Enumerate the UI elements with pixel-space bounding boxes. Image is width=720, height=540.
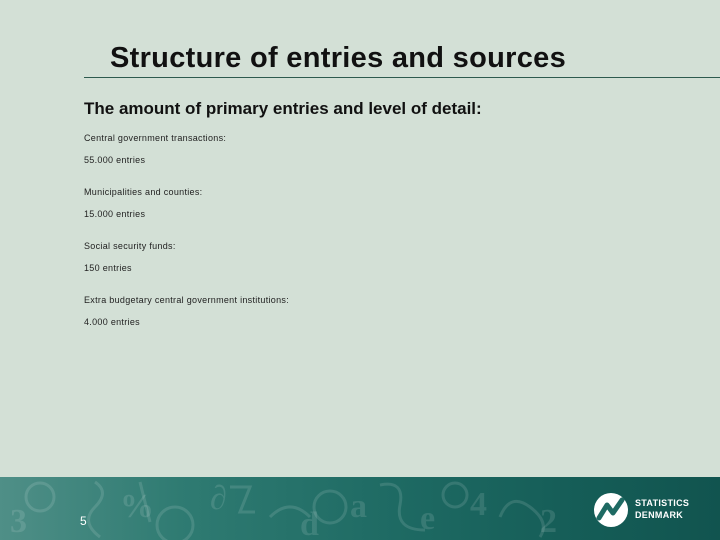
- entry-value: 150 entries: [84, 263, 132, 273]
- svg-text:d: d: [300, 506, 319, 540]
- entry-value: 55.000 entries: [84, 155, 146, 165]
- logo-text-line-1: STATISTICS: [635, 498, 690, 508]
- title-divider: [84, 77, 720, 78]
- list-item: [84, 185, 684, 239]
- svg-text:%: %: [120, 488, 154, 525]
- entry-value: 4.000 entries: [84, 317, 140, 327]
- list-item: [84, 293, 684, 347]
- entry-label: Social security funds:: [84, 241, 176, 251]
- entry-label: Central government transactions:: [84, 133, 227, 143]
- statistics-denmark-logo-icon: [592, 491, 630, 529]
- list-item: [84, 239, 684, 293]
- footer-band: [0, 477, 720, 540]
- entries-list: [84, 131, 684, 347]
- svg-text:4: 4: [470, 486, 487, 523]
- list-item: [84, 131, 684, 185]
- svg-text:2: 2: [540, 503, 557, 540]
- slide-title: Structure of entries and sources: [110, 42, 566, 74]
- logo-text-line-2: DENMARK: [635, 510, 684, 520]
- svg-text:∂: ∂: [210, 480, 227, 517]
- page-number: 5: [80, 514, 87, 528]
- statistics-denmark-logo: [592, 491, 702, 529]
- entry-label: Municipalities and counties:: [84, 187, 203, 197]
- svg-text:e: e: [420, 500, 436, 537]
- slide-subtitle: The amount of primary entries and level of detail:: [84, 99, 482, 118]
- entry-value: 15.000 entries: [84, 209, 146, 219]
- entry-label: Extra budgetary central government institutions:: [84, 295, 289, 305]
- svg-text:a: a: [350, 488, 367, 525]
- svg-text:3: 3: [10, 503, 27, 540]
